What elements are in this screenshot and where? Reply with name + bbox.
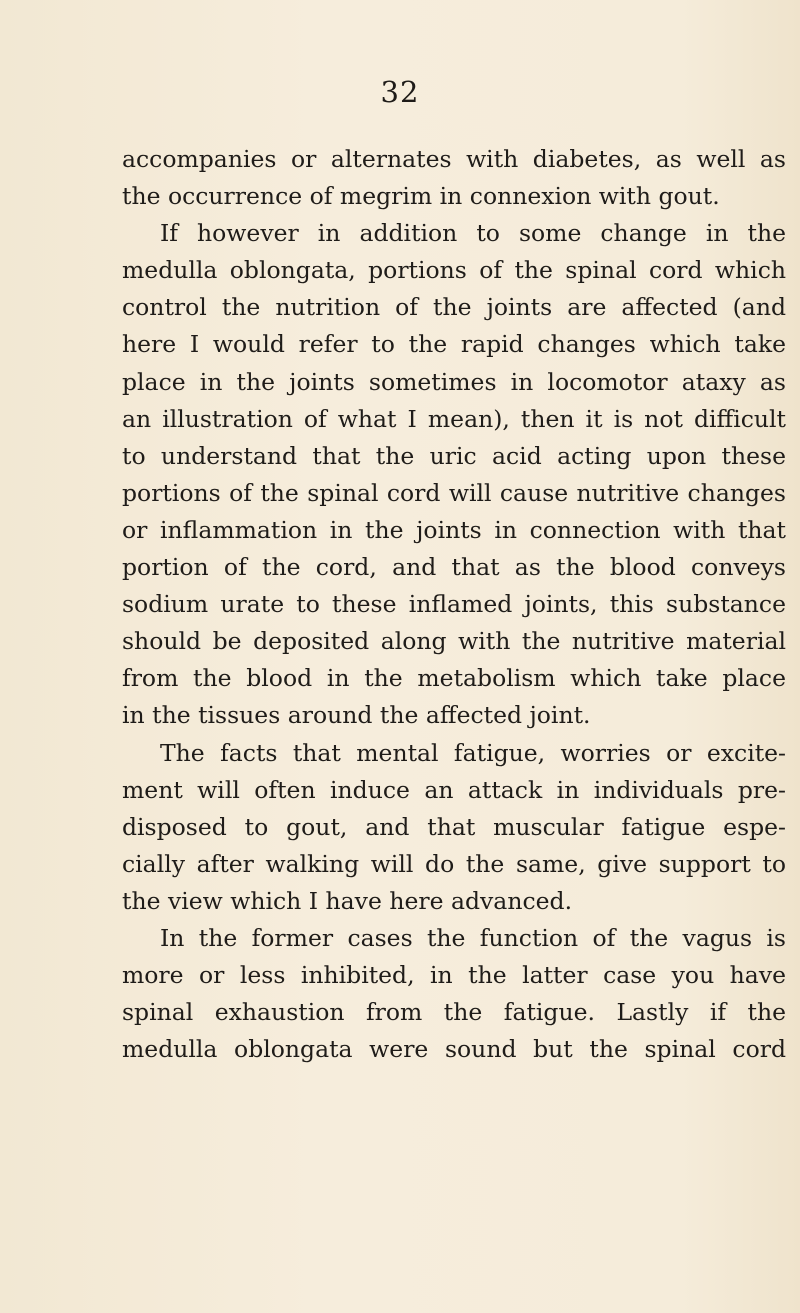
text-line: medulla oblongata, portions of the spinal cord which — [122, 256, 786, 285]
text-line: or inflammation in the joints in connection with that — [122, 515, 786, 544]
text-line: If however in addition to some change in the — [160, 219, 786, 248]
text-line: In the former cases the function of the vagus is — [160, 923, 786, 952]
page-number: 32 — [380, 75, 420, 109]
text-line: accompanies or alternates with diabetes, as well as — [122, 145, 786, 173]
text-line: in the tissues around the affected joint. — [122, 701, 591, 730]
text-line: to understand that the uric acid acting upon these — [122, 441, 786, 470]
text-line: an illustration of what I mean), then it is not difficult — [122, 404, 786, 433]
text-line: cially after walking will do the same, give support to — [122, 849, 786, 878]
body-text — [122, 141, 786, 1068]
text-line: ment will often induce an attack in individuals pre- — [122, 775, 786, 804]
text-line: portion of the cord, and that as the blood conveys — [122, 553, 786, 582]
text-line: here I would refer to the rapid changes which take — [122, 330, 786, 359]
text-line: from the blood in the metabolism which take place — [122, 664, 786, 693]
text-line: The facts that mental fatigue, worries or excite- — [160, 738, 786, 767]
text-line: control the nutrition of the joints are affected (and — [122, 293, 786, 322]
text-line: sodium urate to these inflamed joints, this substance — [122, 590, 786, 619]
text-line: portions of the spinal cord will cause nutritive changes — [122, 478, 786, 507]
text-line: the occurrence of megrim in connexion with gout. — [122, 182, 720, 211]
text-line: medulla oblongata were sound but the spinal cord — [122, 1035, 786, 1064]
text-line: more or less inhibited, in the latter case you have — [122, 961, 786, 990]
text-line: disposed to gout, and that muscular fatigue espe- — [122, 812, 786, 841]
text-line: should be deposited along with the nutritive material — [122, 627, 786, 656]
text-line: the view which I have here advanced. — [122, 886, 573, 915]
text-line: spinal exhaustion from the fatigue. Lastly if the — [122, 998, 786, 1027]
text-line: place in the joints sometimes in locomotor ataxy as — [122, 367, 786, 396]
